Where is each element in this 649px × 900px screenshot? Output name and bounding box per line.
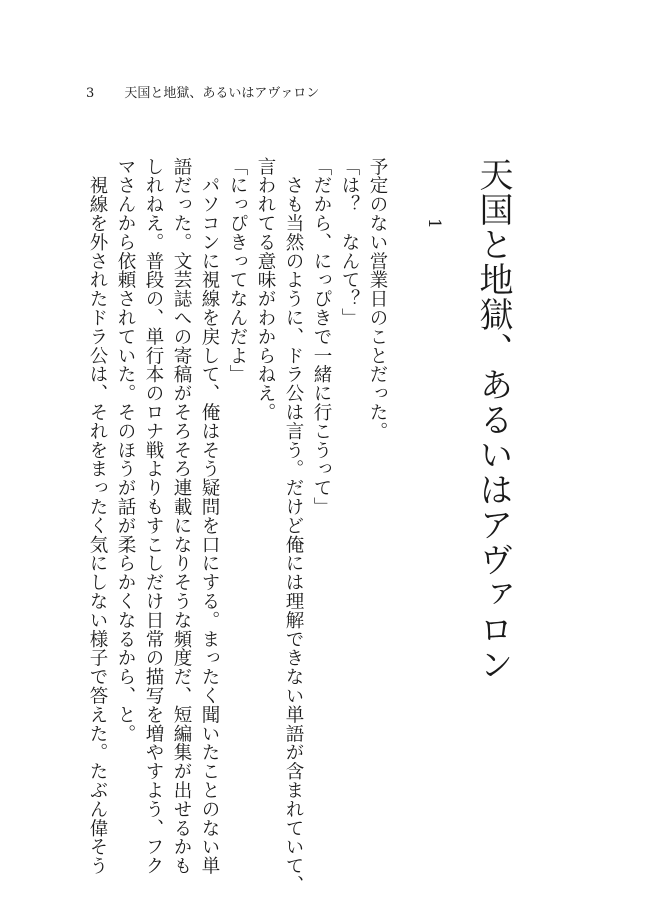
- section-number: 1: [424, 218, 444, 229]
- body-column-7: パソコンに視線を戻して、俺はそう疑問を口にする。まったく聞いたことのない単: [199, 157, 220, 876]
- body-column-1: 予定のない営業日のことだった。: [367, 157, 388, 441]
- running-title: 天国と地獄、あるいはアヴァロン: [124, 86, 320, 101]
- running-header: [86, 86, 319, 102]
- body-column-2: 「は？ なんて？」: [339, 157, 360, 328]
- body-column-4: さも当然のように、ドラ公は言う。だけど俺には理解できない単語が含まれていて、: [283, 157, 304, 895]
- body-column-8: 語だった。文芸誌への寄稿がそろそろ連載になりそうな頻度だ、短編集が出せるかも: [171, 157, 192, 876]
- page-number: 3: [86, 86, 95, 101]
- body-column-5: 言われてる意味がわからねえ。: [255, 157, 276, 422]
- body-column-11: 視線を外されたドラ公は、それをまったく気にしない様子で答えた。たぶん偉そう: [87, 157, 108, 876]
- body-column-6: 「にっぴきってなんだよ」: [227, 157, 248, 384]
- body-column-3: 「だから、にっぴきで一緒に行こうって」: [311, 157, 332, 517]
- chapter-title: 天国と地獄、あるいはアヴァロン: [473, 157, 513, 682]
- body-column-9: しれねえ。普段の、単行本のロナ戦よりもすこしだけ日常の描写を増やすよう、フク: [143, 157, 164, 876]
- body-column-10: マさんから依頼されていた。そのほうが話が柔らかくなるから、と。: [115, 157, 136, 743]
